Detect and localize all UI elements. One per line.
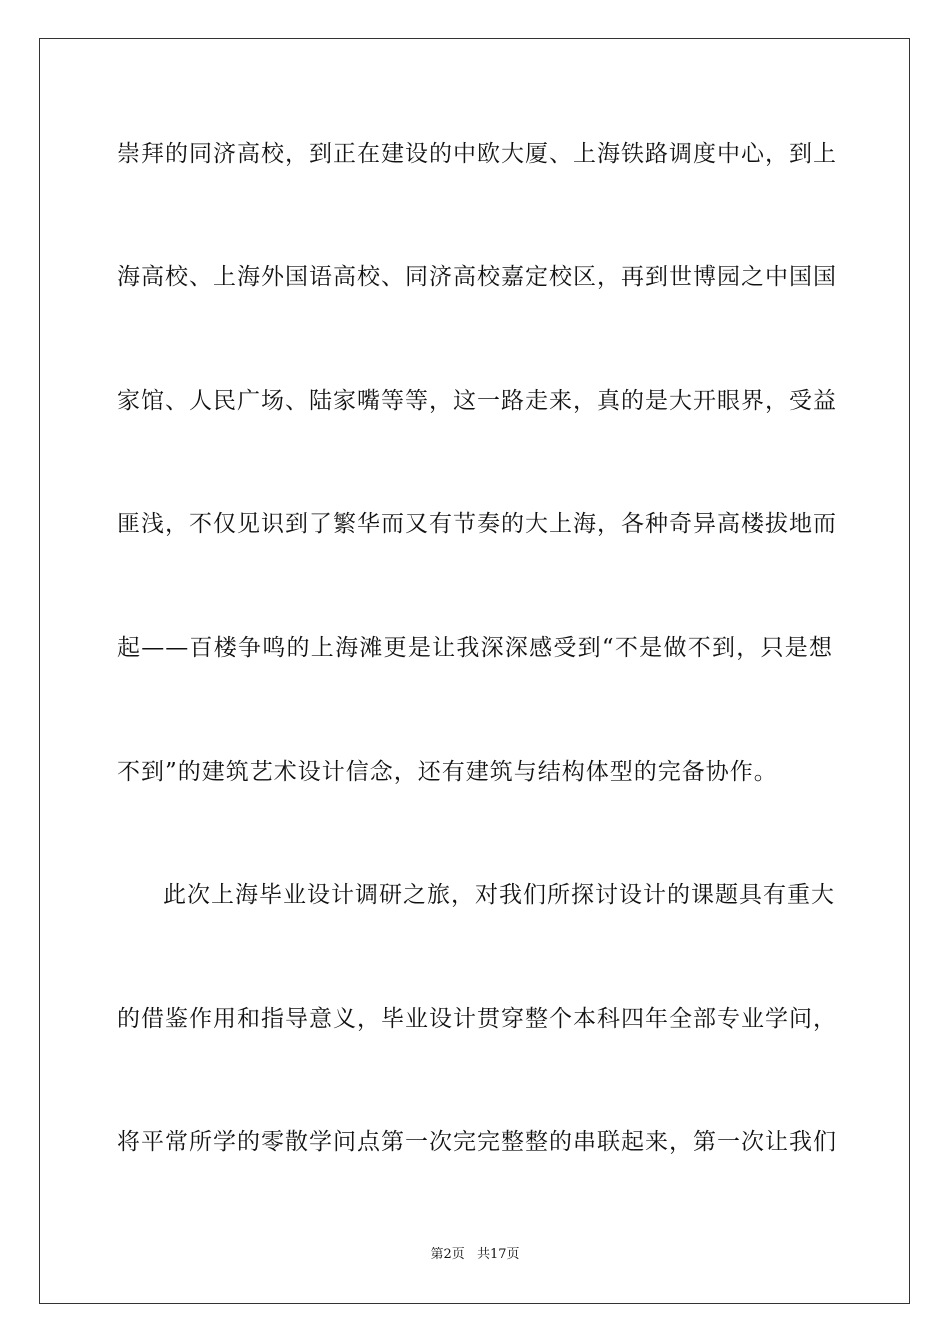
body-text-line-2: 海高校、上海外国语高校、同济高校嘉定校区，再到世博园之中国国 — [117, 264, 837, 290]
paragraph-first-line: 此次上海毕业设计调研之旅，对我们所探讨设计的课题具有重大 — [163, 882, 835, 908]
body-text-line-1: 崇拜的同济高校，到正在建设的中欧大厦、上海铁路调度中心，到上 — [117, 141, 837, 167]
body-text-line-9: 将平常所学的零散学问点第一次完完整整的串联起来，第一次让我们 — [117, 1129, 837, 1155]
page-number-total: 共17页 — [476, 1247, 520, 1262]
body-text-line-6: 不到”的建筑艺术设计信念，还有建筑与结构体型的完备协作。 — [117, 759, 778, 785]
page-number-current: 第2页 — [430, 1247, 465, 1262]
body-text-line-5: 起——百楼争鸣的上海滩更是让我深深感受到“不是做不到，只是想 — [117, 635, 833, 661]
body-text-line-4: 匪浅，不仅见识到了繁华而又有节奏的大上海，各种奇异高楼拔地而 — [117, 511, 837, 537]
page-border — [39, 38, 910, 1304]
body-text-line-8: 的借鉴作用和指导意义，毕业设计贯穿整个本科四年全部专业学问， — [117, 1006, 837, 1032]
body-text-line-3: 家馆、人民广场、陆家嘴等等，这一路走来，真的是大开眼界，受益 — [117, 388, 837, 414]
page-footer — [0, 1246, 950, 1264]
